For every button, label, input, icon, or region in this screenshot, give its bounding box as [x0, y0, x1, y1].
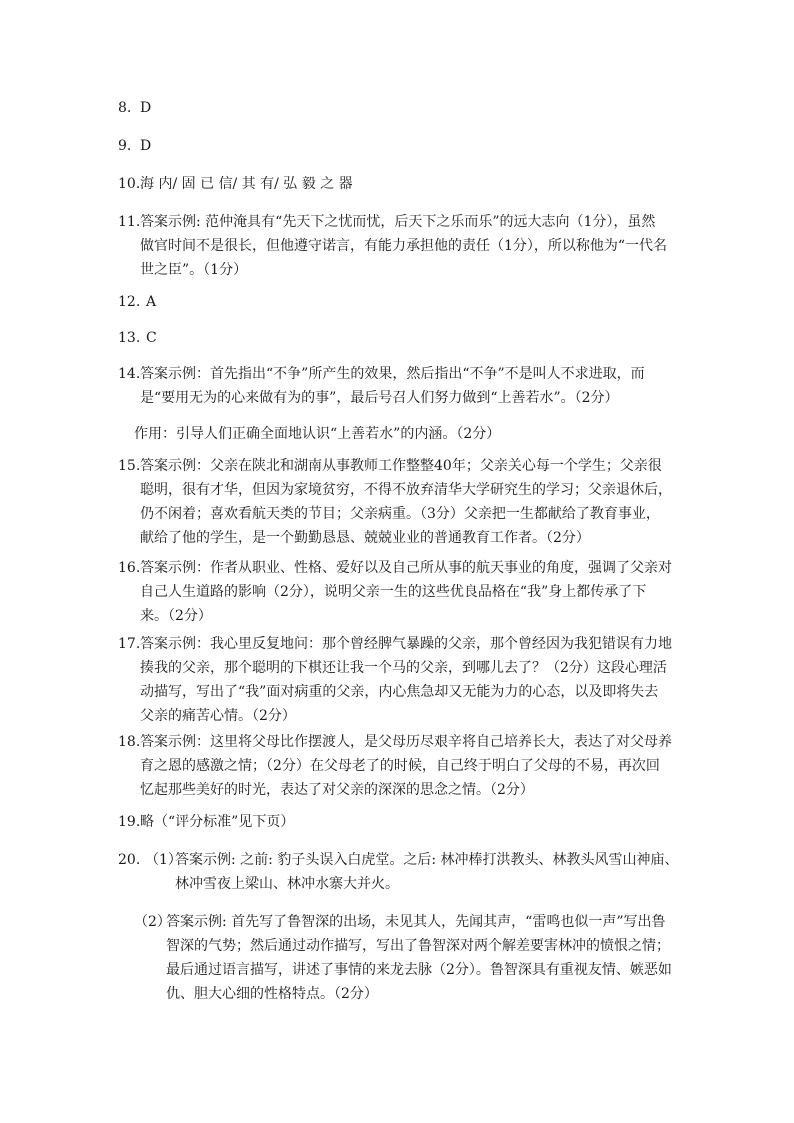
answer-number: 17. [118, 636, 141, 652]
answer-line: 自己人生道路的影响（2分），说明父亲一生的这些优良品格在“我”身上都传承了下 [140, 584, 647, 600]
answer-line: 做官时间不是很长，但他遵守诺言，有能力承担他的责任（1分），所以称他为“一代名 [140, 238, 668, 254]
answer-line: 答案示例：父亲在陕北和湖南从事教师工作整整40年；父亲关心每一个学生；父亲很 [140, 458, 662, 474]
answer-text: 海 内/ 固 已 信/ 其 有/ 弘 毅 之 器 [140, 176, 353, 192]
answer-line: 最后通过语言描写，讲述了事情的来龙去脉（2分）。鲁智深具有重视友情、嫉恶如 [166, 962, 672, 978]
answer-number: 18. [118, 734, 141, 750]
answer-line: 世之臣”。（1分） [140, 262, 248, 278]
answer-number: 10. [118, 176, 141, 192]
answer-20-part1-label: （1） [145, 852, 182, 868]
answer-number: 16. [118, 560, 141, 576]
answer-line: 答案示例: 首先写了鲁智深的出场，未见其人，先闻其声，“雷鸣也似一声”写出鲁 [166, 914, 666, 930]
answer-text: 略（“评分标准”见下页） [140, 814, 295, 830]
answer-number: 11. [118, 214, 141, 230]
answer-number: 8. [118, 100, 132, 116]
answer-line: 动描写，写出了“我”面对病重的父亲，内心焦急却又无能为力的心态，以及即将失去 [140, 684, 659, 700]
answer-20-part2-label: （2） [134, 914, 171, 930]
answer-number: 15. [118, 458, 141, 474]
answer-20-part1 [175, 848, 695, 896]
answer-line: 答案示例：这里将父母比作摆渡人，是父母历尽艰辛将自己培养长大，表达了对父母养 [140, 734, 672, 750]
answer-line: 答案示例：作者从职业、性格、爱好以及自己所从事的航天事业的角度，强调了父亲对 [140, 560, 672, 576]
answer-line: 来。（2分） [140, 608, 212, 624]
answer-line: 智深的气势；然后通过动作描写，写出了鲁智深对两个解差要害林冲的愤恨之情； [166, 938, 670, 954]
answer-line: 是“要用无为的心来做有为的事”，最后号召人们努力做到“上善若水”。（2分） [140, 390, 619, 406]
answer-line: 献给了他的学生，是一个勤勤恳恳、兢兢业业的普通教育工作者。（2分） [140, 530, 590, 546]
answer-text: D [140, 138, 152, 154]
answer-number: 9. [118, 138, 132, 154]
answer-line: 父亲的痛苦心情。（2分） [140, 708, 296, 724]
answer-text: A [146, 294, 157, 310]
answer-line: 答案示例: 范仲淹具有“先天下之忧而忧，后天下之乐而乐”的远大志向（1分），虽然 [140, 214, 656, 230]
answer-line: 育之恩的感激之情；（2分）在父母老了的时候，自己终于明白了父母的不易，再次回 [140, 758, 660, 774]
answer-line: 聪明，很有才华，但因为家境贫穷，不得不放弃清华大学研究生的学习；父亲退休后， [140, 482, 672, 498]
answer-line: 忆起那些美好的时光，表达了对父亲的深深的思念之情。（2分） [140, 782, 534, 798]
answer-text: D [140, 100, 152, 116]
answer-14-function: 作用：引导人们正确全面地认识“上善若水”的内涵。（2分） [134, 426, 501, 442]
answer-20-part2 [166, 910, 696, 1006]
answer-line: 林冲雪夜上梁山、林冲水寨大并火。 [175, 876, 399, 892]
answer-line: 答案示例: 之前: 豹子头误入白虎堂。之后: 林冲棒打洪教头、林教头风雪山神庙、 [175, 852, 679, 868]
answer-text: C [146, 330, 157, 346]
answer-number: 19. [118, 814, 141, 830]
answer-number: 13. [118, 330, 141, 346]
answer-line: 仍不闲着；喜欢看航天类的节目；父亲病重。（3分）父亲把一生都献给了教育事业， [140, 506, 660, 522]
answer-line: 答案示例：我心里反复地问：那个曾经脾气暴躁的父亲，那个曾经因为我犯错误有力地 [140, 636, 672, 652]
answer-number: 20. [118, 852, 141, 868]
answer-number: 12. [118, 294, 141, 310]
answer-number: 14. [118, 366, 141, 382]
answer-line: 揍我的父亲，那个聪明的下棋还让我一个马的父亲，到哪儿去了？（2分）这段心理活 [140, 660, 667, 676]
answer-line: 答案示例：首先指出“不争”所产生的效果，然后指出“不争”不是叫人不求进取，而 [140, 366, 645, 382]
answer-line: 仇、胆大心细的性格特点。（2分） [166, 986, 378, 1002]
